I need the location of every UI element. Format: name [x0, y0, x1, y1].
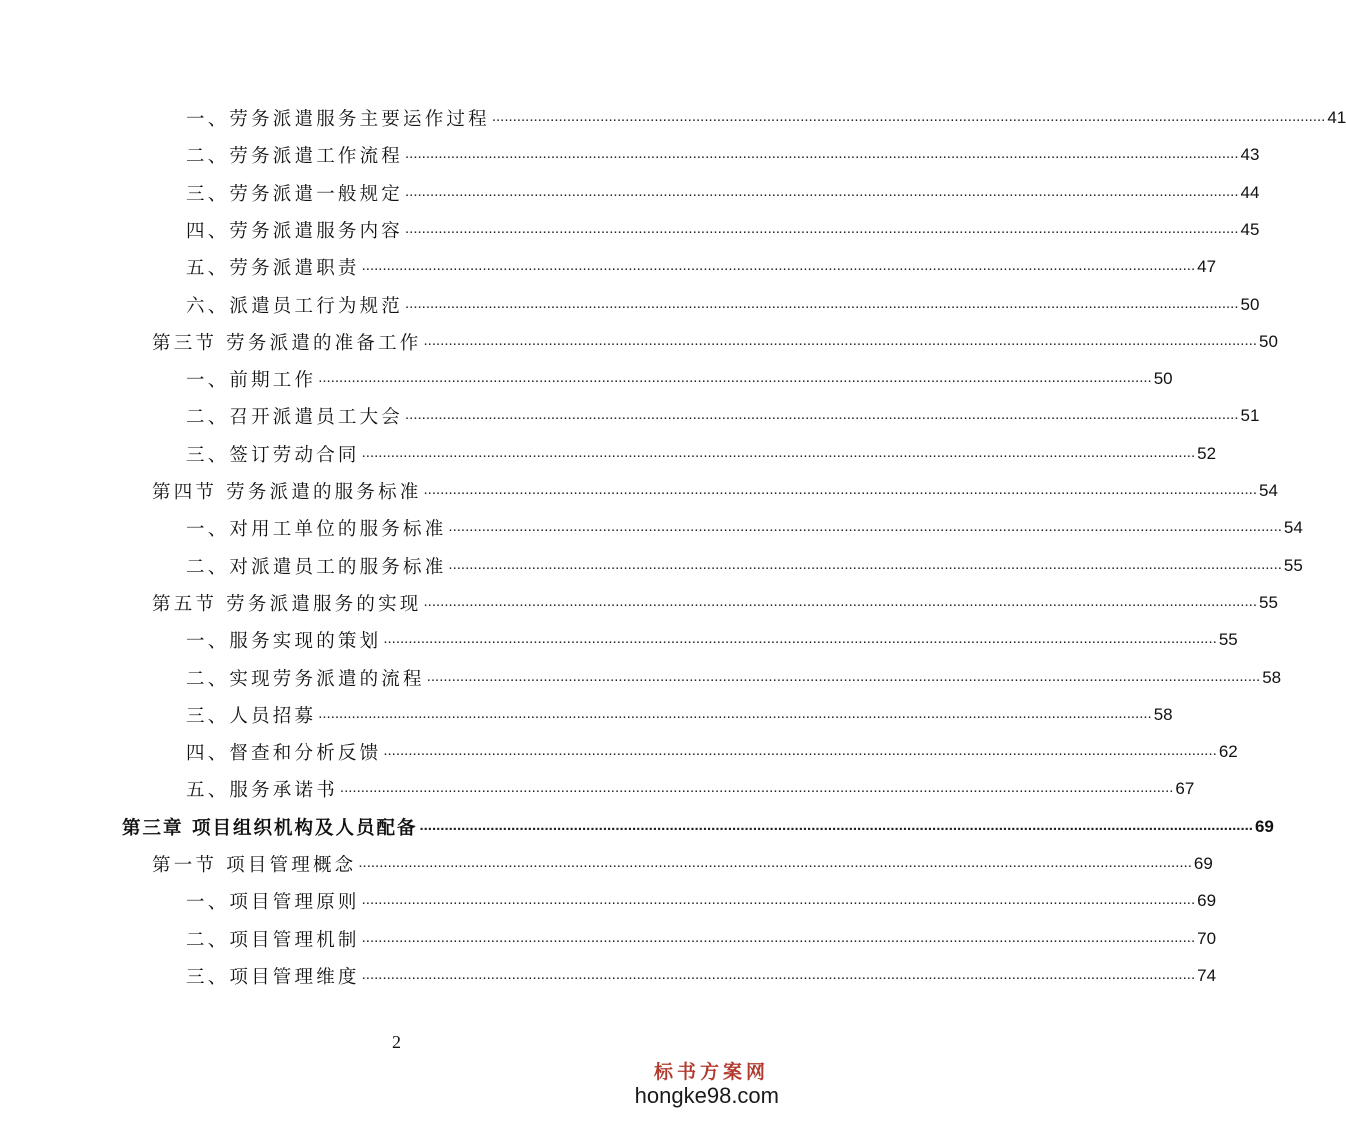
toc-entry-title: 二、对派遣员工的服务标准 — [186, 556, 447, 578]
toc-entry-page: 55 — [1283, 555, 1303, 575]
toc-entry[interactable] — [186, 922, 1217, 952]
toc-entry[interactable] — [186, 250, 1217, 280]
dot-leader: ........................................................................................................................................................................................................ — [361, 257, 1196, 275]
toc-entry[interactable] — [186, 511, 1303, 541]
toc-entry-page: 69 — [1254, 816, 1274, 836]
dot-leader: ........................................................................................................................................................................................................ — [361, 443, 1196, 461]
toc-entry-page: 50 — [1153, 369, 1173, 389]
dot-leader: ........................................................................................................................................................................................................ — [318, 704, 1152, 722]
toc-entry[interactable] — [186, 101, 1346, 131]
watermark-logo — [635, 1060, 779, 1108]
toc-entry[interactable] — [152, 474, 1278, 504]
toc-entry[interactable] — [186, 399, 1260, 429]
toc-entry-title: 二、项目管理机制 — [186, 929, 360, 951]
dot-leader: ........................................................................................................................................................................................................ — [491, 108, 1326, 125]
toc-entry-page: 51 — [1240, 406, 1260, 426]
dot-leader: ........................................................................................................................................................................................................ — [361, 928, 1196, 946]
toc-entry-page: 58 — [1153, 704, 1173, 724]
toc-entry[interactable] — [186, 288, 1260, 318]
toc-entry-title: 第三节 劳务派遣的准备工作 — [152, 332, 422, 354]
toc-entry[interactable] — [186, 884, 1217, 914]
toc-entry-title: 四、劳务派遣服务内容 — [186, 220, 404, 242]
dot-leader: ........................................................................................................................................................................................................ — [361, 965, 1196, 983]
toc-entry-page: 54 — [1258, 481, 1278, 500]
dot-leader: ........................................................................................................................................................................................................ — [318, 369, 1152, 387]
toc-entry-title: 第三章 项目组织机构及人员配备 — [122, 817, 418, 839]
watermark-url: hongke98.com — [634, 1083, 779, 1108]
toc-entry-page: 54 — [1283, 518, 1303, 538]
dot-leader: ........................................................................................................................................................................................................ — [448, 518, 1282, 536]
toc-entry[interactable] — [186, 959, 1217, 989]
toc-entry-page: 45 — [1240, 219, 1260, 239]
toc-entry-title: 一、服务实现的策划 — [186, 631, 382, 653]
dot-leader: ........................................................................................................................................................................................................ — [405, 145, 1239, 163]
toc-entry[interactable] — [152, 325, 1278, 355]
toc-entry-title: 三、劳务派遣一般规定 — [186, 183, 404, 205]
toc-entry-page: 70 — [1197, 928, 1217, 948]
dot-leader: ........................................................................................................................................................................................................ — [426, 667, 1261, 685]
dot-leader: ........................................................................................................................................................................................................ — [405, 182, 1239, 200]
toc-entry-page: 43 — [1240, 145, 1260, 165]
toc-entry-page: 74 — [1197, 965, 1217, 985]
dot-leader: ........................................................................................................................................................................................................ — [419, 816, 1253, 834]
dot-leader: ........................................................................................................................................................................................................ — [383, 742, 1217, 760]
dot-leader: ........................................................................................................................................................................................................ — [423, 592, 1257, 610]
toc-entry[interactable] — [186, 138, 1260, 168]
toc-entry-page: 62 — [1218, 742, 1238, 762]
dot-leader: ........................................................................................................................................................................................................ — [448, 555, 1282, 573]
toc-entry-page: 55 — [1218, 630, 1238, 650]
toc-entry-title: 一、项目管理原则 — [186, 892, 360, 914]
toc-entry-page: 58 — [1262, 667, 1282, 687]
toc-entry[interactable] — [186, 176, 1260, 206]
toc-entry[interactable] — [186, 661, 1282, 691]
toc-entry-title: 第五节 劳务派遣服务的实现 — [152, 593, 422, 615]
toc-entry-title: 三、人员招募 — [186, 705, 317, 727]
toc-entry-title: 第一节 项目管理概念 — [152, 855, 357, 876]
toc-entry[interactable] — [152, 847, 1213, 877]
toc-entry[interactable] — [152, 586, 1278, 616]
toc-entry[interactable] — [186, 437, 1217, 467]
toc-entry[interactable] — [186, 549, 1303, 579]
toc-entry-title: 二、实现劳务派遣的流程 — [186, 668, 425, 690]
toc-entry-title: 三、签订劳动合同 — [186, 444, 360, 466]
toc-entry-page: 50 — [1240, 294, 1260, 314]
dot-leader: ........................................................................................................................................................................................................ — [405, 219, 1239, 237]
toc-entry-page: 50 — [1258, 331, 1278, 351]
dot-leader: ........................................................................................................................................................................................................ — [405, 294, 1239, 312]
toc-entry[interactable] — [186, 213, 1260, 243]
page-number: 2 — [392, 1032, 401, 1052]
toc-entry-title: 五、劳务派遣职责 — [186, 258, 360, 280]
dot-leader: ........................................................................................................................................................................................................ — [423, 481, 1257, 498]
dot-leader: ........................................................................................................................................................................................................ — [383, 630, 1217, 648]
toc-entry[interactable] — [186, 772, 1195, 802]
toc-entry[interactable] — [186, 362, 1173, 392]
dot-leader: ........................................................................................................................................................................................................ — [358, 854, 1192, 871]
toc-entry[interactable] — [122, 810, 1274, 840]
toc-entry-title: 一、对用工单位的服务标准 — [186, 519, 447, 541]
dot-leader: ........................................................................................................................................................................................................ — [405, 406, 1239, 424]
toc-entry-title: 四、督查和分析反馈 — [186, 743, 382, 765]
toc-entry-title: 一、前期工作 — [186, 370, 317, 392]
toc-entry-page: 41 — [1327, 108, 1346, 127]
toc-entry[interactable] — [186, 698, 1173, 728]
toc-entry-title: 六、派遣员工行为规范 — [186, 295, 404, 317]
toc-entry[interactable] — [186, 735, 1238, 765]
toc-entry-title: 二、劳务派遣工作流程 — [186, 146, 404, 168]
toc-entry-title: 二、召开派遣员工大会 — [186, 407, 404, 429]
toc-entry[interactable] — [186, 623, 1238, 653]
toc-entry-title: 一、劳务派遣服务主要运作过程 — [186, 109, 490, 130]
watermark-site-name: 标书方案网 — [653, 1061, 769, 1083]
toc-entry-page: 67 — [1175, 779, 1195, 799]
toc-entry-title: 三、项目管理维度 — [186, 966, 360, 988]
toc-entry-page: 69 — [1197, 891, 1217, 911]
toc-entry-page: 55 — [1258, 592, 1278, 612]
dot-leader: ........................................................................................................................................................................................................ — [361, 891, 1196, 909]
toc-entry-page: 69 — [1193, 854, 1213, 873]
dot-leader: ........................................................................................................................................................................................................ — [339, 779, 1174, 797]
toc-entry-page: 52 — [1197, 443, 1217, 463]
dot-leader: ........................................................................................................................................................................................................ — [423, 331, 1257, 349]
toc-entry-page: 44 — [1240, 182, 1260, 202]
toc-entry-title: 第四节 劳务派遣的服务标准 — [152, 482, 422, 503]
toc-entry-title: 五、服务承诺书 — [186, 780, 338, 802]
toc-entry-page: 47 — [1197, 257, 1217, 277]
